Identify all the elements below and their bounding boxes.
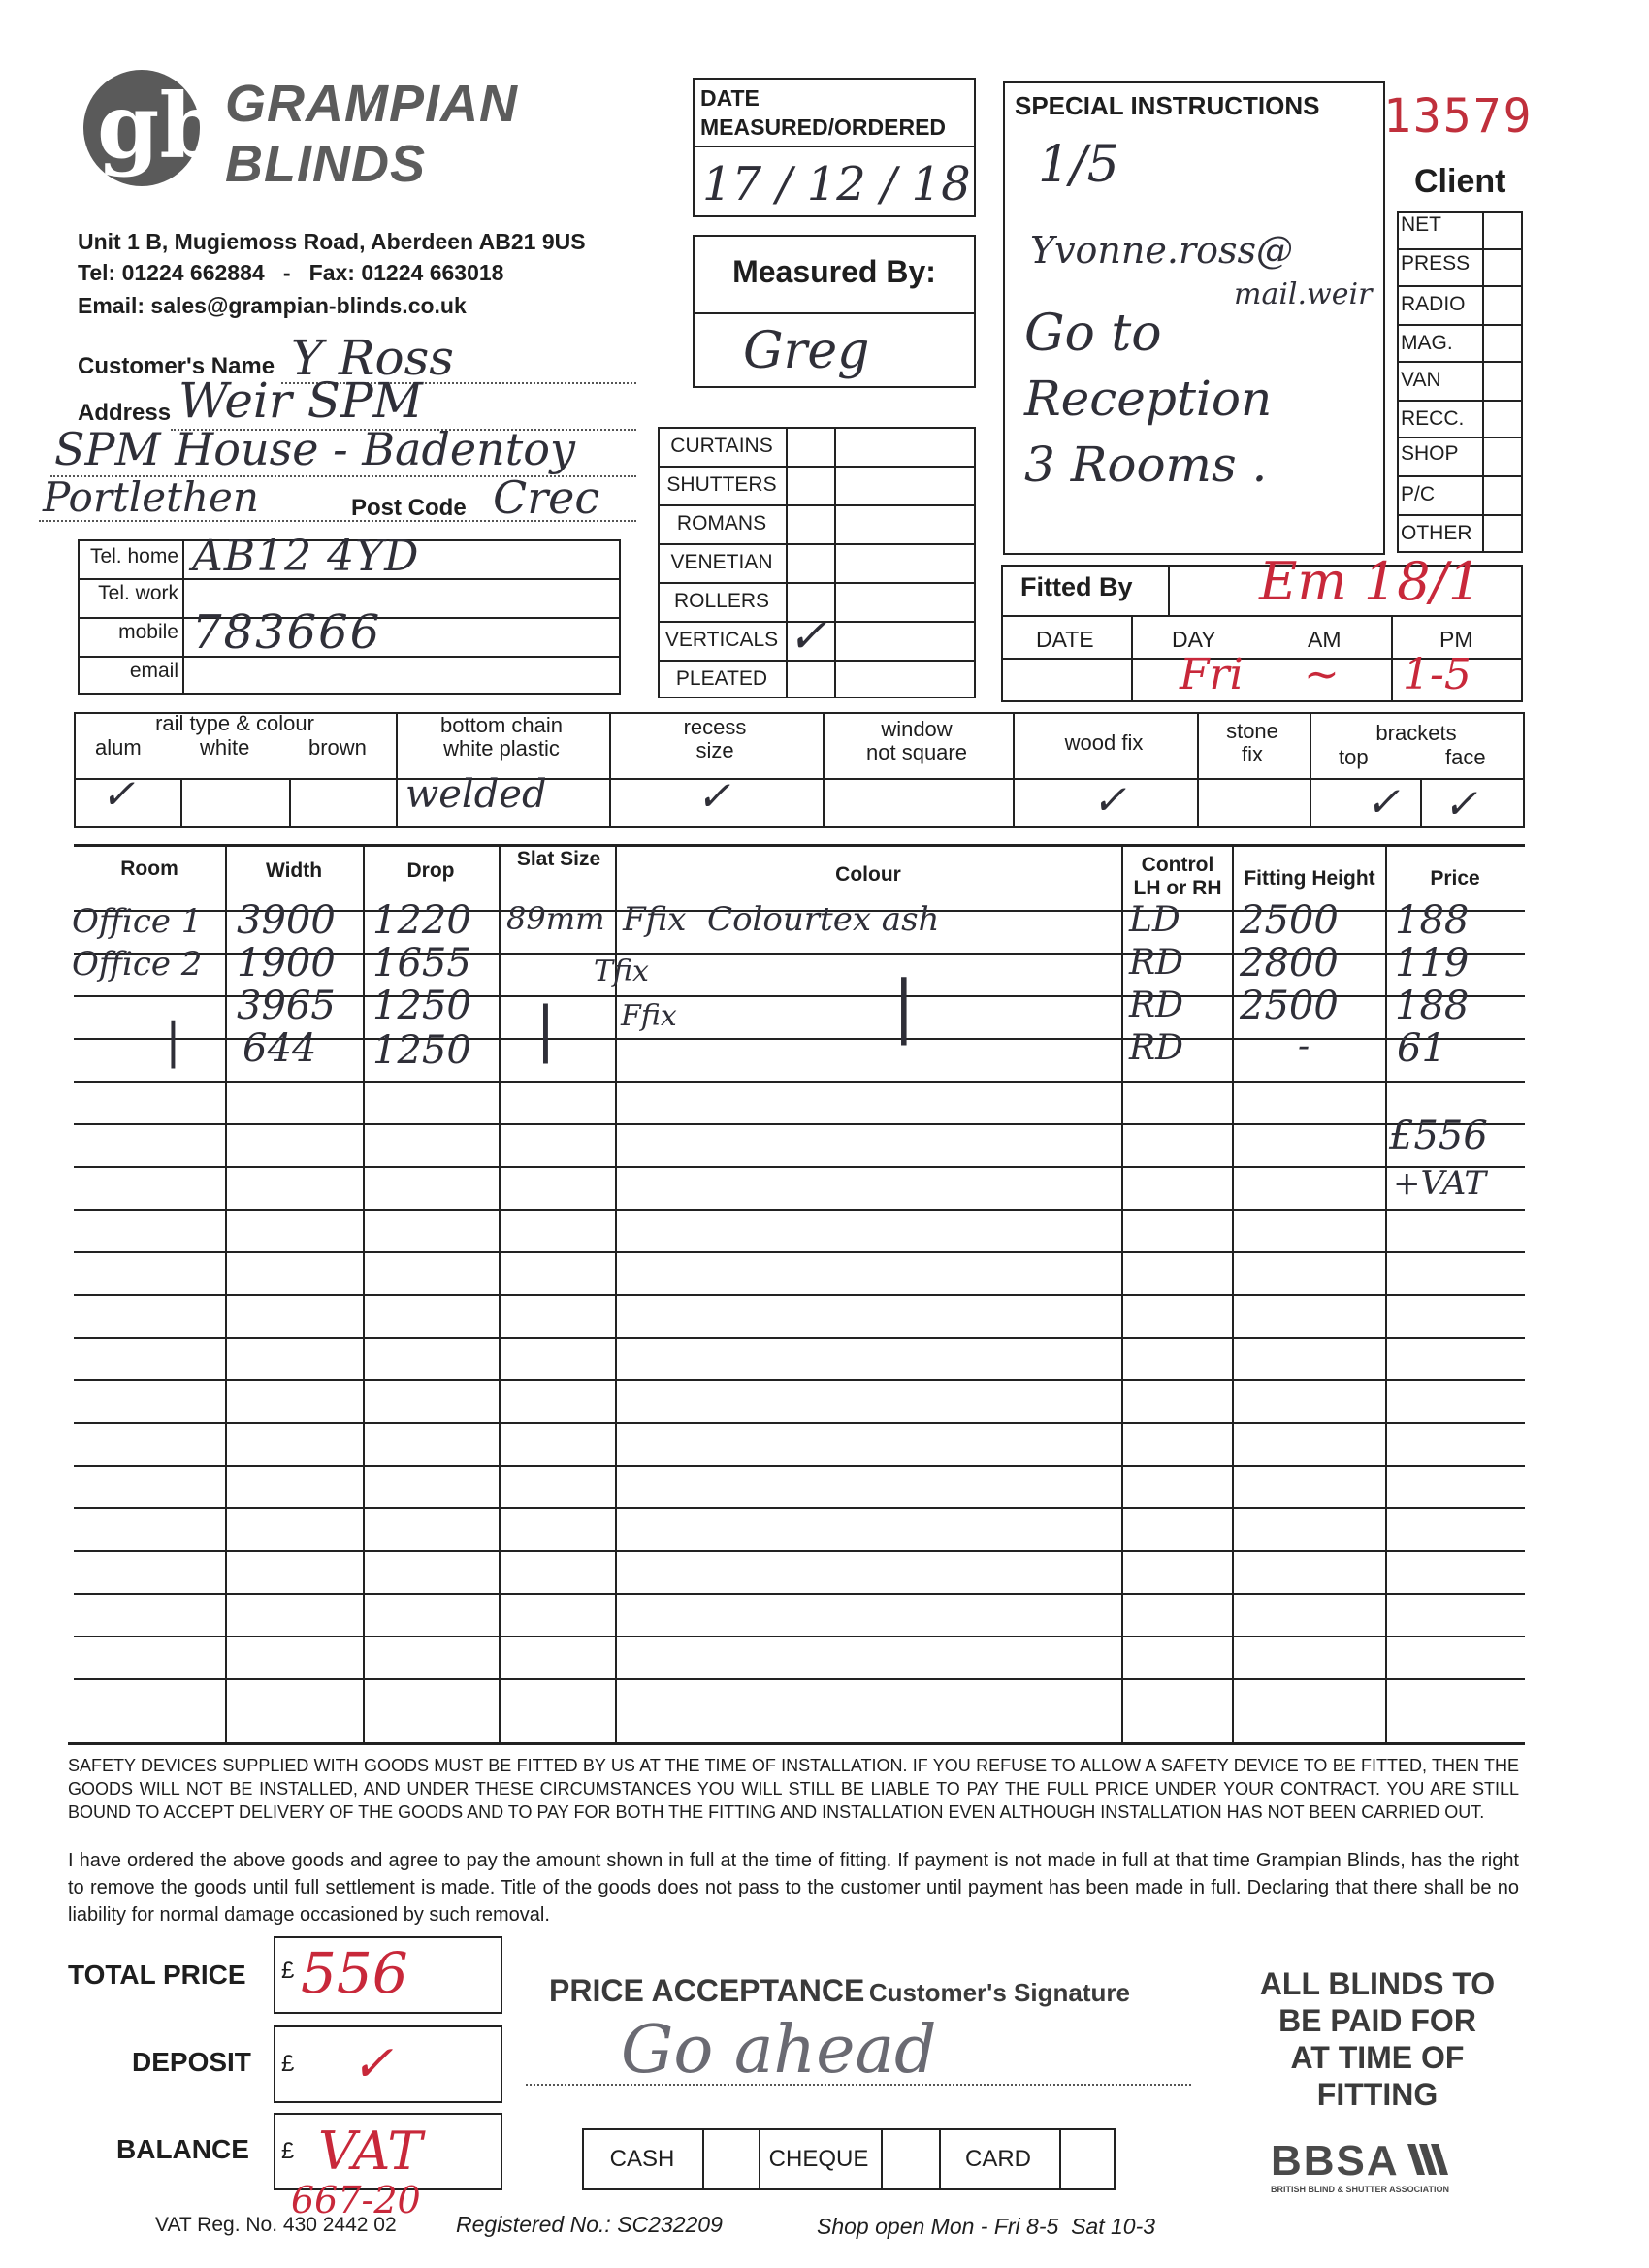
row2-control[interactable]: RD (1129, 943, 1183, 983)
row3-slat[interactable]: | (535, 993, 556, 1064)
row1-drop[interactable]: 1220 (372, 898, 471, 943)
fitted-pm-value[interactable]: 1-5 (1403, 650, 1471, 699)
row3-colour[interactable]: Ffix (621, 999, 677, 1033)
brackets-face-label: face (1445, 745, 1486, 769)
price-acceptance-label (549, 1973, 1130, 2009)
col-header-slat: Slat Size (516, 848, 601, 870)
bottom-chain-label-2: white plastic (443, 736, 560, 761)
fitted-by-value[interactable]: Em 18/1 (1259, 551, 1482, 612)
shop-hours: Shop open Mon - Fri 8-5 Sat 10-3 (817, 2214, 1156, 2239)
alum-checkmark-icon: ✓ (101, 770, 136, 818)
deposit-currency: £ (281, 2051, 295, 2077)
measured-by-label: Measured By: (732, 254, 936, 289)
vat-reg-number: VAT Reg. No. 430 2442 02 (155, 2214, 397, 2236)
contact-label-tel-work: Tel. work (98, 582, 178, 604)
special-instructions-line-2[interactable]: Yvonne.ross@ (1030, 229, 1293, 272)
address-line-1[interactable]: Weir SPM (178, 373, 423, 429)
bbsa-logo (1271, 2137, 1504, 2198)
special-instructions-label: SPECIAL INSTRUCTIONS (1015, 91, 1320, 120)
product-romans[interactable]: ROMANS (676, 512, 767, 535)
row3-price[interactable]: 188 (1395, 984, 1470, 1028)
deposit-box (274, 2025, 502, 2103)
balance-value[interactable]: VAT (318, 2121, 423, 2182)
row2-price[interactable]: 119 (1395, 941, 1470, 986)
contact-label-tel-home: Tel. home (89, 545, 178, 567)
company-logo (76, 68, 221, 194)
total-currency: £ (281, 1958, 295, 1984)
row1-room[interactable]: Office 1 (72, 902, 203, 941)
product-pleated[interactable]: PLEATED (675, 667, 768, 690)
row3-drop[interactable]: 1250 (372, 984, 471, 1028)
company-name-line1: GRAMPIAN (225, 75, 518, 133)
client-option-van[interactable]: VAN (1401, 369, 1441, 391)
wood-fix-label: wood fix (1064, 730, 1144, 755)
fitted-pm-label: PM (1439, 627, 1473, 652)
company-phone-fax: Tel: 01224 662884 - Fax: 01224 663018 (78, 260, 504, 285)
customer-name-value[interactable]: Y Ross (291, 330, 454, 386)
total-price-label: TOTAL PRICE (68, 1960, 246, 1990)
fitted-am-value[interactable]: ~ (1304, 650, 1340, 699)
company-name-line2: BLINDS (225, 135, 426, 193)
product-rollers[interactable]: ROLLERS (673, 590, 770, 612)
payment-notice (1232, 1965, 1523, 2113)
order-number: 13579 (1383, 89, 1534, 144)
row4-price[interactable]: 61 (1397, 1026, 1446, 1071)
product-venetian[interactable]: VENETIAN (670, 551, 773, 573)
company-address: Unit 1 B, Mugiemoss Road, Aberdeen AB21 9US (78, 229, 586, 254)
fitted-day-value[interactable]: Fri (1180, 650, 1244, 699)
contact-label-email: email (129, 660, 178, 682)
row2-width[interactable]: 1900 (237, 941, 336, 986)
row2-colour[interactable]: Tfix (594, 955, 649, 988)
special-instructions-line-4[interactable]: Go to (1024, 305, 1162, 363)
date-label-1: DATE (700, 85, 760, 111)
row2-room[interactable]: Office 2 (72, 945, 203, 984)
window-label-2: not square (866, 740, 967, 764)
client-option-press[interactable]: PRESS (1401, 252, 1471, 275)
logo-letters: gb (97, 74, 221, 178)
row1-control[interactable]: LD (1129, 900, 1180, 940)
fitted-date-label: DATE (1036, 627, 1094, 652)
recess-label-1: recess (683, 715, 747, 739)
fitted-by-label: Fitted By (1020, 572, 1133, 601)
row2-drop[interactable]: 1655 (372, 941, 471, 986)
payment-notice-line-1: ALL BLINDS TO (1259, 1966, 1496, 2001)
price-acceptance-title: PRICE ACCEPTANCE (549, 1973, 865, 2008)
brackets-face-checkmark-icon: ✓ (1443, 780, 1478, 827)
payment-notice-line-3: AT TIME OF (1290, 2040, 1465, 2075)
client-option-recc[interactable]: RECC. (1401, 407, 1465, 430)
col-header-drop: Drop (406, 859, 455, 882)
payment-cheque[interactable]: CHEQUE (768, 2146, 869, 2172)
row1-width[interactable]: 3900 (237, 898, 336, 943)
window-label-1: window (881, 717, 953, 741)
special-instructions-box (1003, 81, 1385, 555)
total-price-box (274, 1936, 502, 2014)
bbsa-mark: BBSA (1271, 2137, 1400, 2185)
verticals-checkmark-icon: ✓ (788, 609, 827, 664)
date-box (693, 78, 976, 217)
brackets-top-checkmark-icon: ✓ (1366, 778, 1401, 826)
col-header-width: Width (265, 859, 323, 882)
col-header-room: Room (120, 858, 178, 880)
registered-number: Registered No.: SC232209 (456, 2212, 723, 2237)
recess-checkmark-icon: ✓ (696, 772, 731, 820)
contact-value-tel-home[interactable]: AB12 4YD (192, 532, 420, 581)
bottom-chain-label-1: bottom chain (440, 713, 563, 737)
table-vat-note: +VAT (1393, 1164, 1487, 1203)
product-curtains[interactable]: CURTAINS (670, 435, 773, 457)
rail-white-label: white (200, 735, 250, 760)
wood-fix-checkmark-icon: ✓ (1092, 776, 1127, 824)
measured-by-box (693, 235, 976, 388)
row1-colour[interactable]: Ffix Colourtex ash (623, 900, 940, 939)
row4-height[interactable]: - (1298, 1026, 1310, 1066)
row3-height[interactable]: 2500 (1240, 984, 1339, 1028)
address-line-3[interactable]: Portlethen (43, 473, 259, 521)
fitted-am-label: AM (1308, 627, 1342, 652)
special-instructions-line-5[interactable]: Reception (1024, 371, 1273, 427)
row3-width[interactable]: 3965 (237, 984, 336, 1028)
row4-width[interactable]: 644 (242, 1026, 317, 1071)
bbsa-subtitle: BRITISH BLIND & SHUTTER ASSOCIATION (1271, 2185, 1449, 2194)
deposit-value[interactable]: ✓ (351, 2035, 394, 2093)
company-email: Email: sales@grampian-blinds.co.uk (78, 293, 467, 318)
special-instructions-line-1[interactable]: 1/5 (1038, 136, 1119, 194)
client-label: Client (1414, 163, 1506, 200)
payment-notice-line-2: BE PAID FOR (1278, 2003, 1476, 2038)
col-header-colour: Colour (835, 863, 901, 886)
customer-signature-label: Customer's Signature (868, 1978, 1130, 2007)
rail-alum-label: alum (95, 735, 142, 760)
deposit-label: DEPOSIT (132, 2047, 251, 2077)
brackets-label: brackets (1375, 721, 1457, 745)
measured-by-value[interactable]: Greg (743, 322, 870, 380)
recess-label-2: size (695, 738, 734, 762)
row1-price[interactable]: 188 (1395, 898, 1470, 943)
chain-welded-value[interactable]: welded (405, 772, 547, 817)
date-value[interactable]: 17 / 12 / 18 (702, 157, 971, 211)
client-option-other[interactable]: OTHER (1401, 522, 1472, 544)
row4-drop[interactable]: 1250 (372, 1028, 471, 1073)
measurements-top-rule (74, 844, 1525, 847)
row1-slat[interactable]: 89mm (506, 900, 605, 937)
client-option-shop[interactable]: SHOP (1401, 442, 1459, 465)
date-label-2: MEASURED/ORDERED (700, 114, 947, 140)
stone-fix-label-2: fix (1242, 742, 1263, 766)
contact-label-mobile: mobile (118, 621, 178, 643)
table-total-note: £556 (1389, 1114, 1488, 1158)
row3-colour-ditto: | (892, 966, 916, 1046)
row1-height[interactable]: 2500 (1240, 898, 1339, 943)
balance-currency: £ (281, 2138, 295, 2164)
product-shutters[interactable]: SHUTTERS (666, 473, 777, 496)
col-header-control: Control LH or RH (1133, 854, 1222, 899)
client-option-radio[interactable]: RADIO (1401, 293, 1466, 315)
balance-label: BALANCE (116, 2134, 249, 2164)
row4-control[interactable]: RD (1129, 1028, 1183, 1068)
payment-notice-line-4: FITTING (1316, 2077, 1439, 2112)
address-label: Address (78, 400, 172, 426)
fitted-day-label: DAY (1172, 627, 1216, 652)
product-verticals[interactable]: VERTICALS (664, 629, 779, 651)
bbsa-stripes-icon (1404, 2140, 1448, 2179)
row3-control[interactable]: RD (1129, 986, 1183, 1025)
row2-height[interactable]: 2800 (1240, 941, 1339, 986)
customer-signature[interactable]: Go ahead (621, 2012, 937, 2089)
client-option-net[interactable]: NET (1401, 213, 1441, 236)
special-instructions-line-6[interactable]: 3 Rooms . (1024, 437, 1268, 493)
gb-logo-icon (76, 68, 221, 194)
brackets-top-label: top (1339, 745, 1369, 769)
safety-terms: SAFETY DEVICES SUPPLIED WITH GOODS MUST BE FITTED BY US AT THE TIME OF INSTALLATION. IF YOU REFUSE TO ALLOW A SAFETY DEVICE TO BE FITTED, THEN THE GOODS WILL NOT BE INSTALLED, AND UNDER THESE CIRCUMSTANCES YOU WILL STILL BE LIABLE TO PAY THE FULL PRICE UNDER YOUR CONTRACT. YOU ARE STILL BOUND TO ACCEPT DELIVERY OF THE GOODS AND TO PAY FOR BOTH THE FITTING AND INSTALLATION EVEN ALTHOUGH INSTALLATION HAS NOT BEEN CARRIED OUT. (68, 1756, 1519, 1822)
measurements-bottom-rule (68, 1742, 1525, 1745)
balance-extra-value: 667-20 (291, 2179, 421, 2221)
customer-name-label: Customer's Name (78, 353, 275, 379)
client-option-mag[interactable]: MAG. (1401, 332, 1453, 354)
rail-type-label: rail type & colour (155, 711, 314, 735)
total-price-value[interactable]: 556 (301, 1940, 408, 2006)
col-header-price: Price (1430, 867, 1480, 890)
payment-cash[interactable]: CASH (609, 2146, 675, 2172)
client-option-pc[interactable]: P/C (1401, 483, 1436, 505)
stone-fix-label-1: stone (1226, 719, 1278, 743)
rail-brown-label: brown (308, 735, 367, 760)
agreement-terms: I have ordered the above goods and agree to pay the amount shown in full at the time of fitting. If payment is not made in full at that time Grampian Blinds, has the right to remove the goods until full settlement is made. Title of the goods does not pass to the customer until payment has been made in full. Declaring that there shall be no liability for normal damage occasioned by such removal. (68, 1850, 1519, 1926)
postcode-value[interactable]: Crec (493, 471, 600, 524)
contact-value-mobile[interactable]: 783666 (192, 605, 382, 660)
postcode-label: Post Code (351, 495, 467, 521)
special-instructions-line-3[interactable]: mail.weir (1234, 277, 1373, 311)
col-header-fitting-height: Fitting Height (1244, 867, 1375, 890)
payment-card[interactable]: CARD (964, 2146, 1031, 2172)
address-line-2[interactable]: SPM House - Badentoy (54, 423, 575, 475)
row4-room[interactable]: | (165, 1013, 181, 1069)
